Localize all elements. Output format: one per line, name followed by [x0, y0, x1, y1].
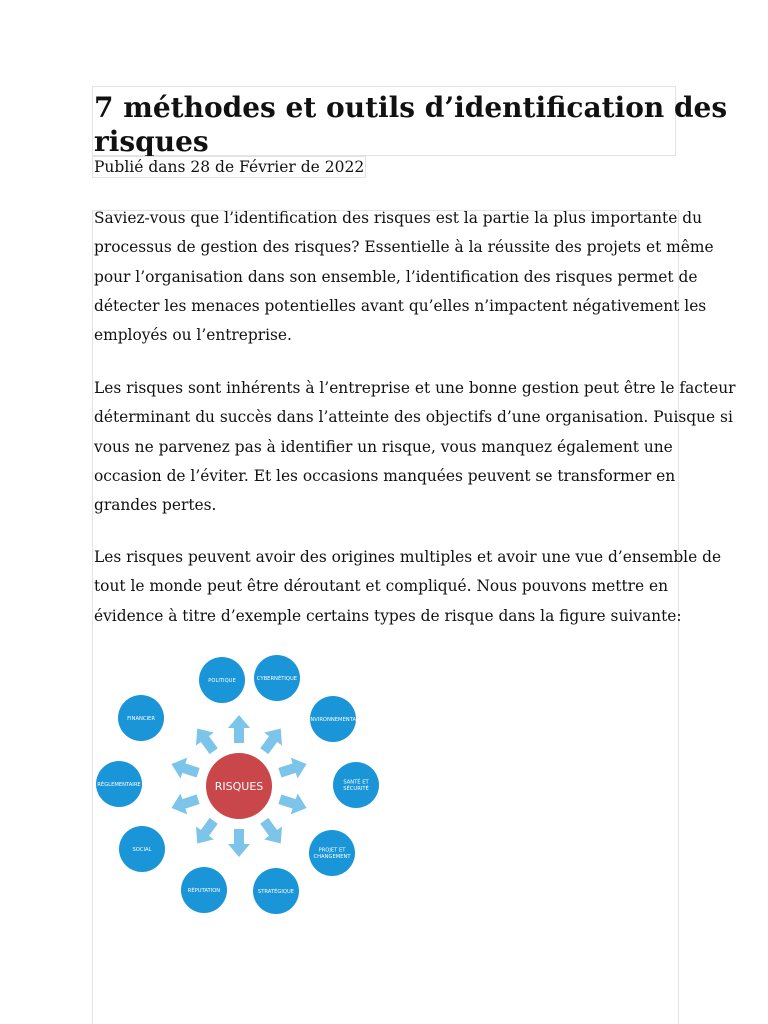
- arrow-icon: [168, 789, 201, 819]
- arrow-icon: [276, 789, 309, 819]
- risk-node-label: RÉPUTATION: [187, 887, 221, 894]
- paragraph-line: grandes pertes.: [94, 496, 217, 515]
- risk-types-diagram: [94, 646, 384, 918]
- arrow-icon: [228, 829, 250, 857]
- risk-node-label: POLITIQUE: [208, 677, 236, 684]
- risk-node-label: STRATÉGIQUE: [257, 888, 295, 895]
- risk-node-label: CYBERNÉTIQUE: [256, 675, 298, 682]
- paragraph: [93, 374, 735, 520]
- arrow-icon: [255, 722, 289, 758]
- title-line: 7 méthodes et outils d’identification des: [94, 91, 728, 124]
- paragraph-line: tout le monde peut être déroutant et compliqué. Nous pouvons mettre en: [94, 577, 669, 596]
- risk-node-label: SANTÉ ET: [343, 779, 369, 786]
- paragraph: [93, 543, 721, 631]
- paragraph-line: Les risques sont inhérents à l’entreprise et une bonne gestion peut être le facteur: [94, 379, 736, 397]
- risk-node-label: ENVIRONNEMENTAL: [307, 716, 359, 723]
- risk-node-label: FINANCIER: [127, 715, 155, 722]
- publication-date: Publié dans 28 de Février de 2022: [94, 158, 365, 176]
- arrow-icon: [188, 722, 222, 758]
- paragraph: [93, 204, 714, 350]
- paragraph-line: pour l’organisation dans son ensemble, l’identification des risques permet de: [94, 267, 698, 286]
- paragraph-line: employés ou l’entreprise.: [94, 326, 292, 345]
- risk-node-label: RÉGLEMENTAIRE: [97, 781, 141, 788]
- arrow-icon: [228, 715, 250, 743]
- paragraph-line: détecter les menaces potentielles avant qu’elles n’impactent négativement les: [94, 296, 707, 315]
- paragraph-line: déterminant du succès dans l’atteinte des objectifs d’une organisation. Puisque si: [94, 408, 733, 427]
- paragraph-line: Les risques peuvent avoir des origines multiples et avoir une vue d’ensemble de: [94, 548, 722, 566]
- title-box: [92, 86, 728, 158]
- paragraph-line: vous ne parvenez pas à identifier un risque, vous manquez également une: [94, 437, 673, 456]
- risk-node-label: PROJET ET: [318, 847, 346, 854]
- paragraph-line: occasion de l’éviter. Et les occasions manquées peuvent se transformer en: [94, 466, 676, 485]
- risk-diagram-svg: [94, 646, 384, 918]
- arrow-icon: [168, 754, 201, 784]
- paragraph-line: processus de gestion des risques? Essentielle à la réussite des projets et même: [94, 238, 714, 257]
- article-title: [93, 87, 728, 159]
- title-line: risques: [94, 125, 209, 158]
- arrow-icon: [276, 754, 309, 784]
- risk-node-label: SOCIAL: [132, 846, 152, 853]
- arrow-icon: [255, 814, 289, 850]
- paragraph-line: évidence à titre d’exemple certains types de risque dans la figure suivante:: [94, 606, 682, 625]
- risk-node-label: SÉCURITÉ: [343, 785, 369, 792]
- paragraph-line: Saviez-vous que l’identification des risques est la partie la plus importante du: [94, 209, 702, 227]
- risk-node-label: CHANGEMENT: [313, 853, 351, 860]
- risk-center-label: RISQUES: [214, 780, 264, 793]
- arrow-icon: [188, 814, 222, 850]
